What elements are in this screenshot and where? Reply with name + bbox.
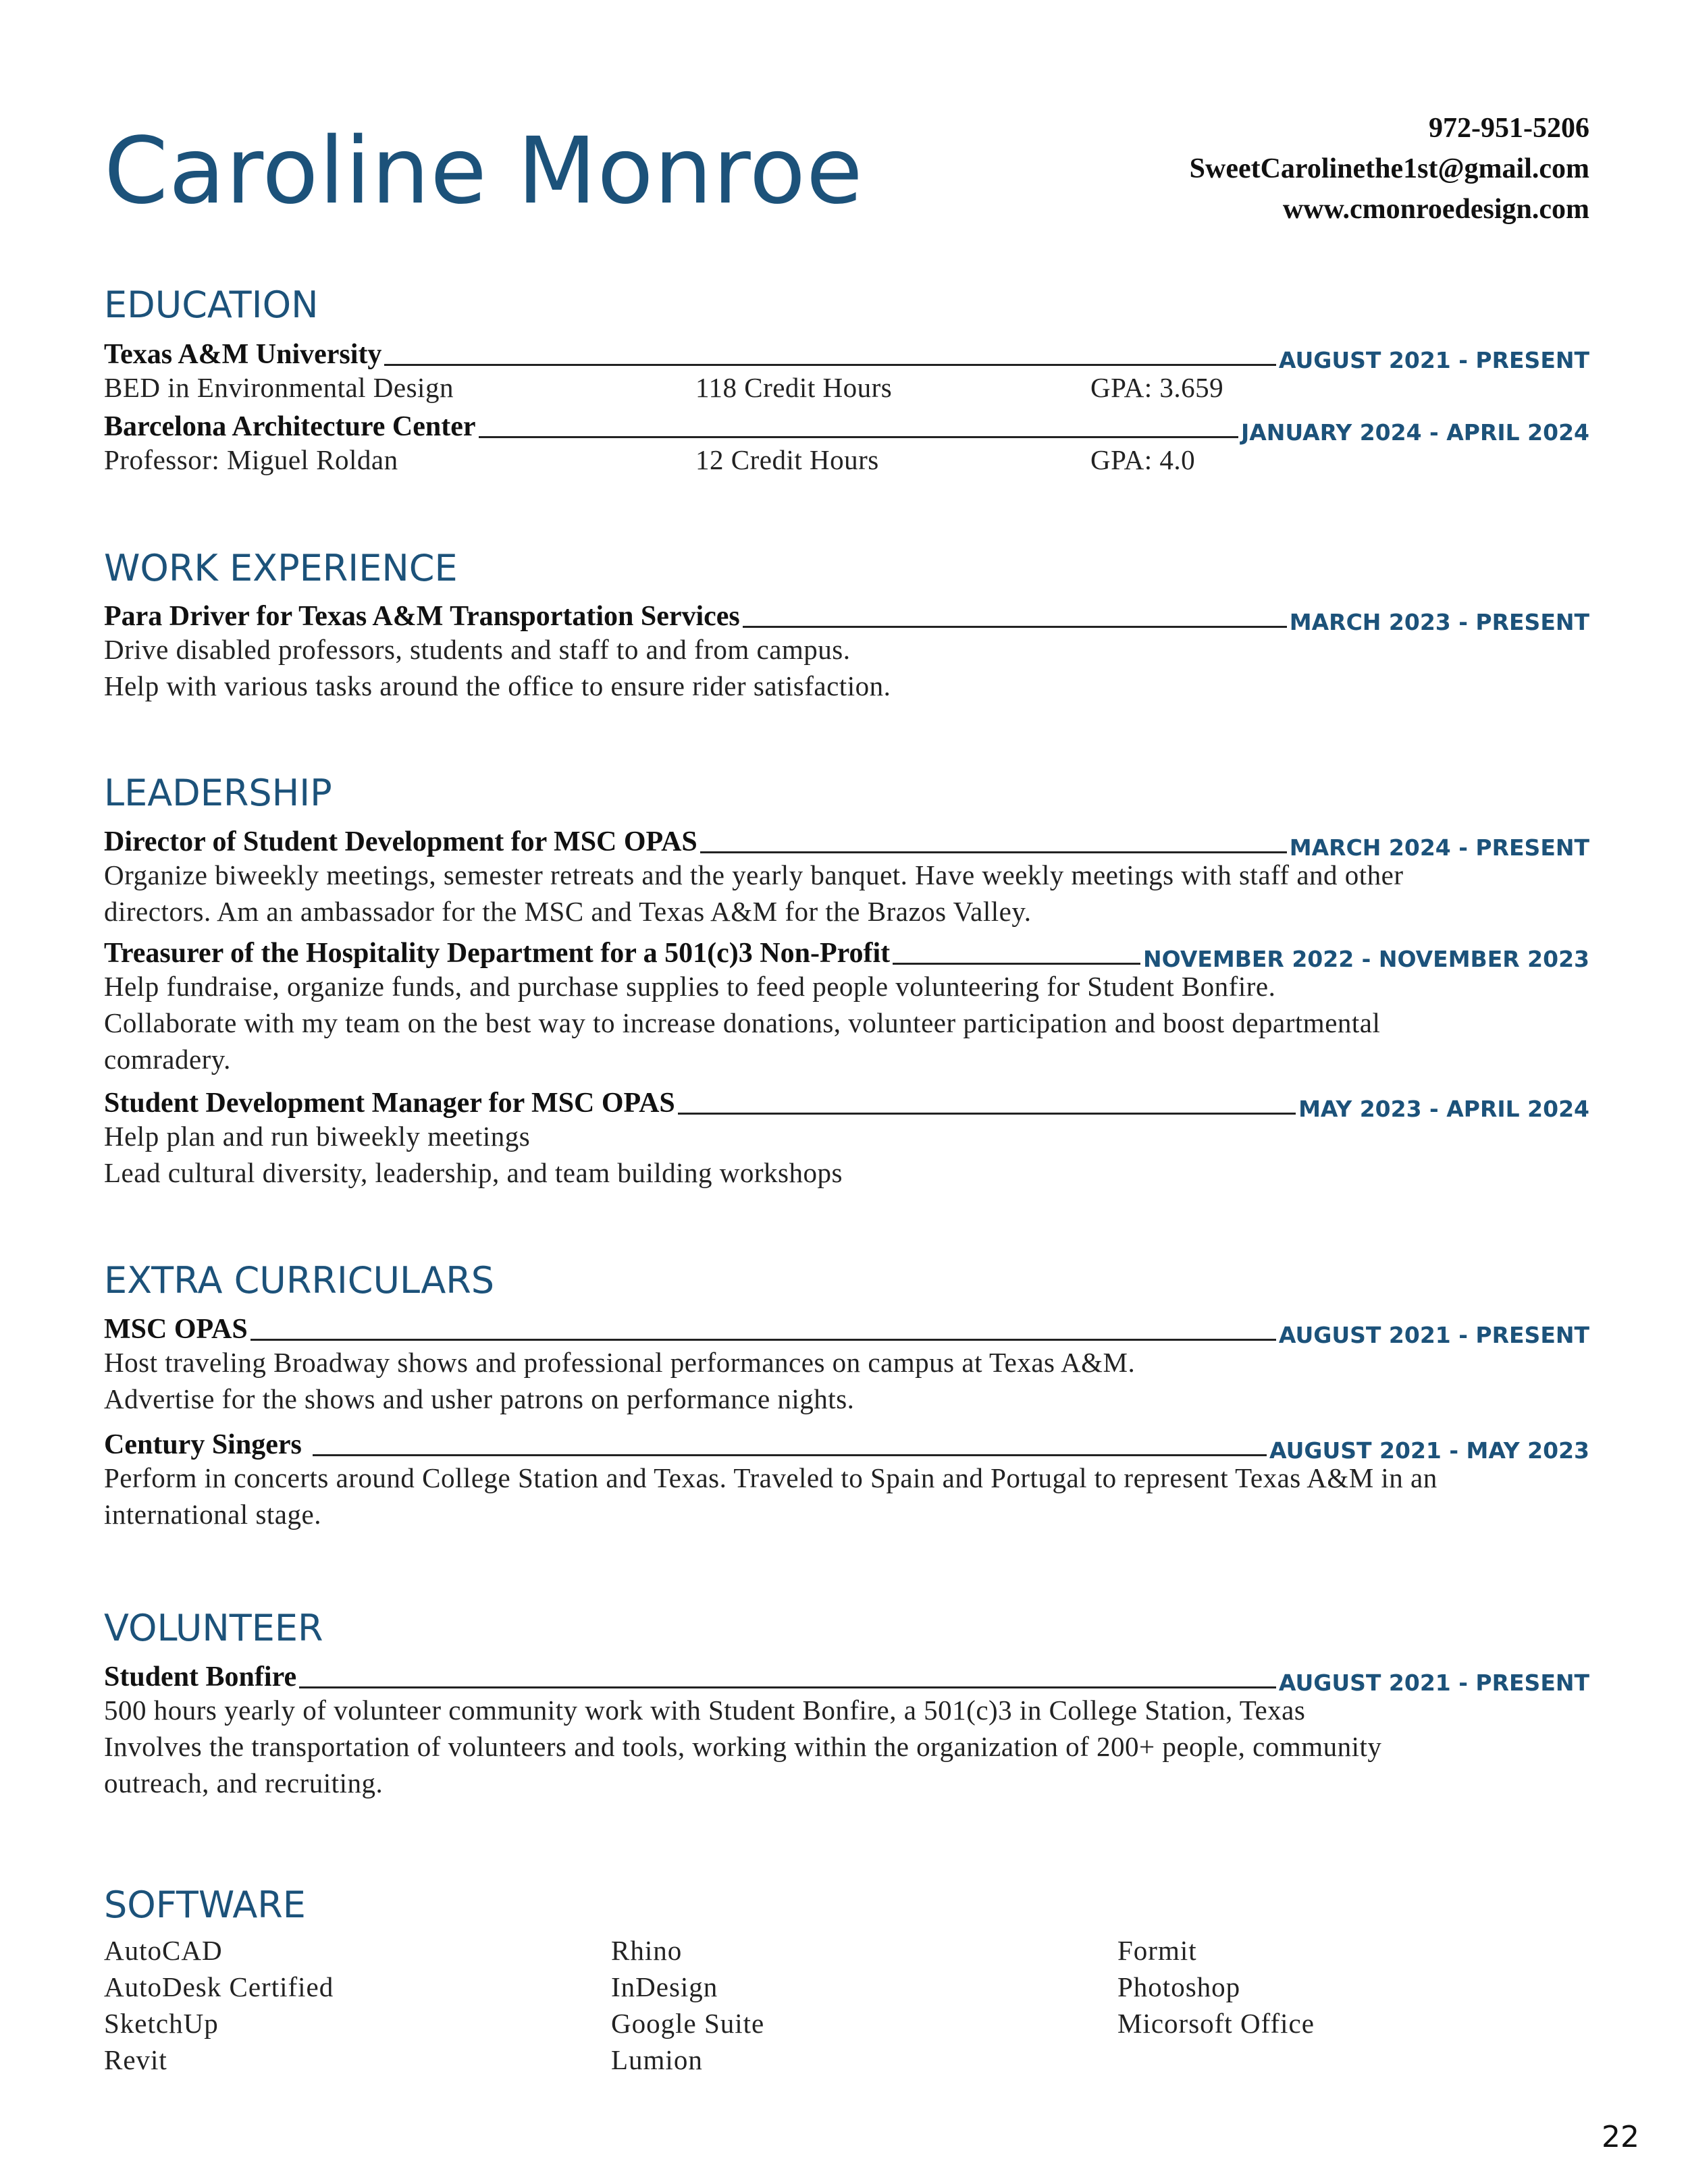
entry-description: Help fundraise, organize funds, and purchase supplies to feed people volunteering for Student Bonfire. Collaborate with my team on the best way to increase donations, volunteer participation and boost departmental comradery. <box>104 971 1381 1075</box>
entry-description: Drive disabled professors, students and staff to and from campus. Help with various tasks around the office to ensure rider satisfaction. <box>104 634 891 701</box>
entry-date: AUGUST 2021 - MAY 2023 <box>1269 1437 1589 1464</box>
entry-date: AUGUST 2021 - PRESENT <box>1278 347 1589 373</box>
entry-title: Texas A&M University <box>104 339 382 370</box>
volunteer-heading: VOLUNTEER <box>104 1607 323 1649</box>
software-column <box>104 1932 334 2078</box>
page-number: 22 <box>1602 2120 1639 2154</box>
entry-date: AUGUST 2021 - PRESENT <box>1278 1670 1589 1696</box>
software-heading: SOFTWARE <box>104 1884 306 1926</box>
software-item: Rhino <box>611 1935 683 1966</box>
entry-description: Organize biweekly meetings, semester retreats and the yearly banquet. Have weekly meetings with staff and other directors. Am an ambassador for the MSC and Texas A&M for the Brazos Valley. <box>104 859 1404 927</box>
leadership-entry-header <box>104 822 1589 861</box>
entry-title: Student Bonfire <box>104 1661 297 1693</box>
leadership-heading: LEADERSHIP <box>104 772 332 814</box>
software-item: Photoshop <box>1117 1971 1241 2002</box>
entry-description: Host traveling Broadway shows and professional performances on campus at Texas A&M. Advertise for the shows and usher patrons on performance nights. <box>104 1347 1136 1414</box>
software-item: Lumion <box>611 2044 703 2075</box>
credit-hours: 118 Credit Hours <box>695 372 893 403</box>
entry-title: Treasurer of the Hospitality Department for a 501(c)3 Non-Profit <box>104 938 891 969</box>
software-item: Formit <box>1117 1935 1197 1966</box>
leader-line <box>700 851 1287 853</box>
software-item: Google Suite <box>611 2008 765 2039</box>
entry-title: Barcelona Architecture Center <box>104 411 476 442</box>
software-item: AutoDesk Certified <box>104 1971 334 2002</box>
education-entry-header <box>104 335 1589 373</box>
gpa: GPA: 3.659 <box>1090 372 1224 403</box>
leadership-entry-header <box>104 1084 1589 1122</box>
work-entry-header <box>104 597 1589 635</box>
credit-hours: 12 Credit Hours <box>695 444 879 475</box>
entry-date: MARCH 2023 - PRESENT <box>1289 609 1589 635</box>
education-entry-header <box>104 407 1589 446</box>
software-item: InDesign <box>611 1971 718 2002</box>
software-column <box>611 1932 764 2078</box>
software-item: Micorsoft Office <box>1117 2008 1315 2039</box>
entry-description: Help plan and run biweekly meetings Lead cultural diversity, leadership, and team building workshops <box>104 1121 843 1188</box>
entry-date: MARCH 2024 - PRESENT <box>1289 834 1589 861</box>
leader-line <box>479 436 1238 438</box>
leader-line <box>313 1454 1267 1456</box>
volunteer-entry-header <box>104 1657 1589 1696</box>
software-column <box>1117 1932 1315 2042</box>
software-item: AutoCAD <box>104 1935 223 1966</box>
extracurriculars-heading: EXTRA CURRICULARS <box>104 1259 495 1302</box>
entry-date: NOVEMBER 2022 - NOVEMBER 2023 <box>1143 946 1589 972</box>
work-experience-heading: WORK EXPERIENCE <box>104 547 458 589</box>
entry-date: JANUARY 2024 - APRIL 2024 <box>1240 419 1589 446</box>
entry-title: Century Singers <box>104 1429 302 1460</box>
website-url: www.cmonroedesign.com <box>1282 194 1589 225</box>
gpa: GPA: 4.0 <box>1090 444 1196 475</box>
candidate-name: Caroline Monroe <box>104 118 864 225</box>
phone-number: 972-951-5206 <box>1429 113 1589 144</box>
entry-date: AUGUST 2021 - PRESENT <box>1278 1322 1589 1348</box>
entry-description: Perform in concerts around College Station and Texas. Traveled to Spain and Portugal to represent Texas A&M in an international stage. <box>104 1462 1438 1530</box>
entry-title: Para Driver for Texas A&M Transportation Services <box>104 601 740 632</box>
leader-line <box>678 1113 1296 1115</box>
contact-block <box>1190 108 1589 230</box>
extracurricular-entry-header <box>104 1310 1589 1348</box>
leader-line <box>250 1339 1276 1341</box>
leader-line <box>384 364 1275 366</box>
leadership-entry-header <box>104 934 1589 972</box>
entry-title: MSC OPAS <box>104 1314 248 1345</box>
leader-line <box>743 626 1287 628</box>
leader-line <box>893 963 1140 965</box>
entry-date: MAY 2023 - APRIL 2024 <box>1298 1096 1589 1122</box>
entry-description: 500 hours yearly of volunteer community work with Student Bonfire, a 501(c)3 in College Station, Texas Involves the transportation of volunteers and tools, working within the organization of 200+ people, community outreach, and recruiting. <box>104 1695 1382 1799</box>
email-address: SweetCarolinethe1st@gmail.com <box>1189 153 1589 184</box>
professor: Professor: Miguel Roldan <box>104 444 398 475</box>
education-heading: EDUCATION <box>104 284 319 326</box>
entry-title: Student Development Manager for MSC OPAS <box>104 1088 675 1119</box>
software-item: SketchUp <box>104 2008 219 2039</box>
leader-line <box>299 1686 1276 1688</box>
extracurricular-entry-header <box>104 1425 1589 1464</box>
entry-title: Director of Student Development for MSC OPAS <box>104 826 697 857</box>
degree: BED in Environmental Design <box>104 372 454 403</box>
software-item: Revit <box>104 2044 167 2075</box>
